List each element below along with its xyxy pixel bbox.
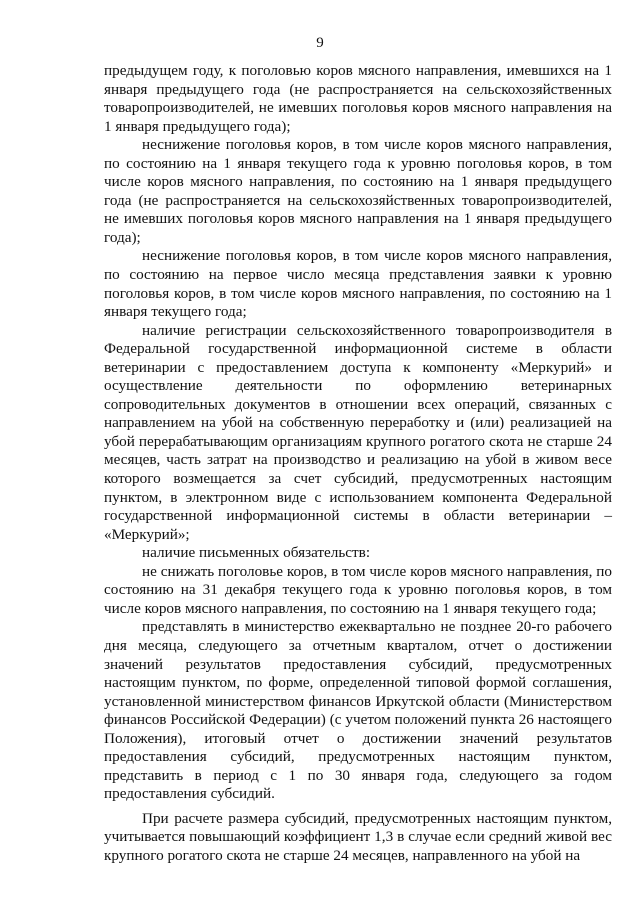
paragraph-continuation: предыдущем году, к поголовью коров мясного направления, имевшихся на 1 января предыдущего года (не распространяется на сельскохозяйственных товаропроизводителей, не имевших поголовья коров мясного направления на 1 января предыдущего года);	[104, 62, 612, 135]
paragraph-written-obligations: наличие письменных обязательств:	[142, 544, 371, 562]
paragraph-condition-cows-jan1: неснижение поголовья коров, в том числе коров мясного направления, по состоянию на 1 января текущего года к уровню поголовья коров, в том числе коров мясного направления, по состоянию на 1 января предыдущего года (не распространяется на сельскохозяйственных товаропроизводителей, не имевших поголовья коров мясного направления на 1 января предыдущего года);	[104, 136, 612, 246]
paragraph-coefficient: При расчете размера субсидий, предусмотренных настоящим пунктом, учитывается повышающий коэффициент 1,3 в случае если средний живой вес крупного рогатого скота не старше 24 месяцев, направленного на убой на	[104, 809, 612, 864]
paragraph-obligation-no-reduction: не снижать поголовье коров, в том числе коров мясного направления, по состоянию на 31 декабря текущего года к уровню поголовья коров, в том числе коров мясного направления, по состоянию на 1 января текущего года;	[104, 562, 612, 617]
paragraph-condition-cows-month: неснижение поголовья коров, в том числе коров мясного направления, по состоянию на первое число месяца представления заявки к уровню поголовья коров, в том числе коров мясного направления, по состоянию на 1 января текущего года;	[104, 247, 612, 321]
paragraph-obligation-reporting: представлять в министерство ежеквартально не позднее 20-го рабочего дня месяца, следующего за отчетным кварталом, отчет о достижении значений результатов предоставления субсидий, предусмотренных настоящим пунктом, по форме, определенной типовой формой соглашения, установленной министерством финансов Иркутской области (Министерством финансов Российской Федерации) (с учетом положений пункта 26 настоящего Положения), итоговый отчет о достижении значений результатов предоставления субсидий, предусмотренных настоящим пунктом, представить в период с 1 по 30 января года, следующего за годом предоставления субсидий.	[104, 618, 612, 803]
page-number: 9	[316, 35, 324, 51]
document-body	[104, 62, 612, 866]
paragraph-mercury-registration: наличие регистрации сельскохозяйственного товаропроизводителя в Федеральной государственной информационной системе в области ветеринарии с предоставлением доступа к компоненту «Меркурий» и осуществление деятельности по оформлению ветеринарных сопроводительных документов в отношении всех операций, связанных с направлением на убой на собственную переработку и (или) реализацией на убой перерабатывающим организациям крупного рогатого скота не старше 24 месяцев, часть затрат на производство и реализацию на убой в живом весе которого возмещается за счет субсидий, предусмотренных настоящим пунктом, в электронном виде с использованием компонента Федеральной государственной информационной системы в области ветеринарии – «Меркурий»;	[104, 321, 612, 543]
